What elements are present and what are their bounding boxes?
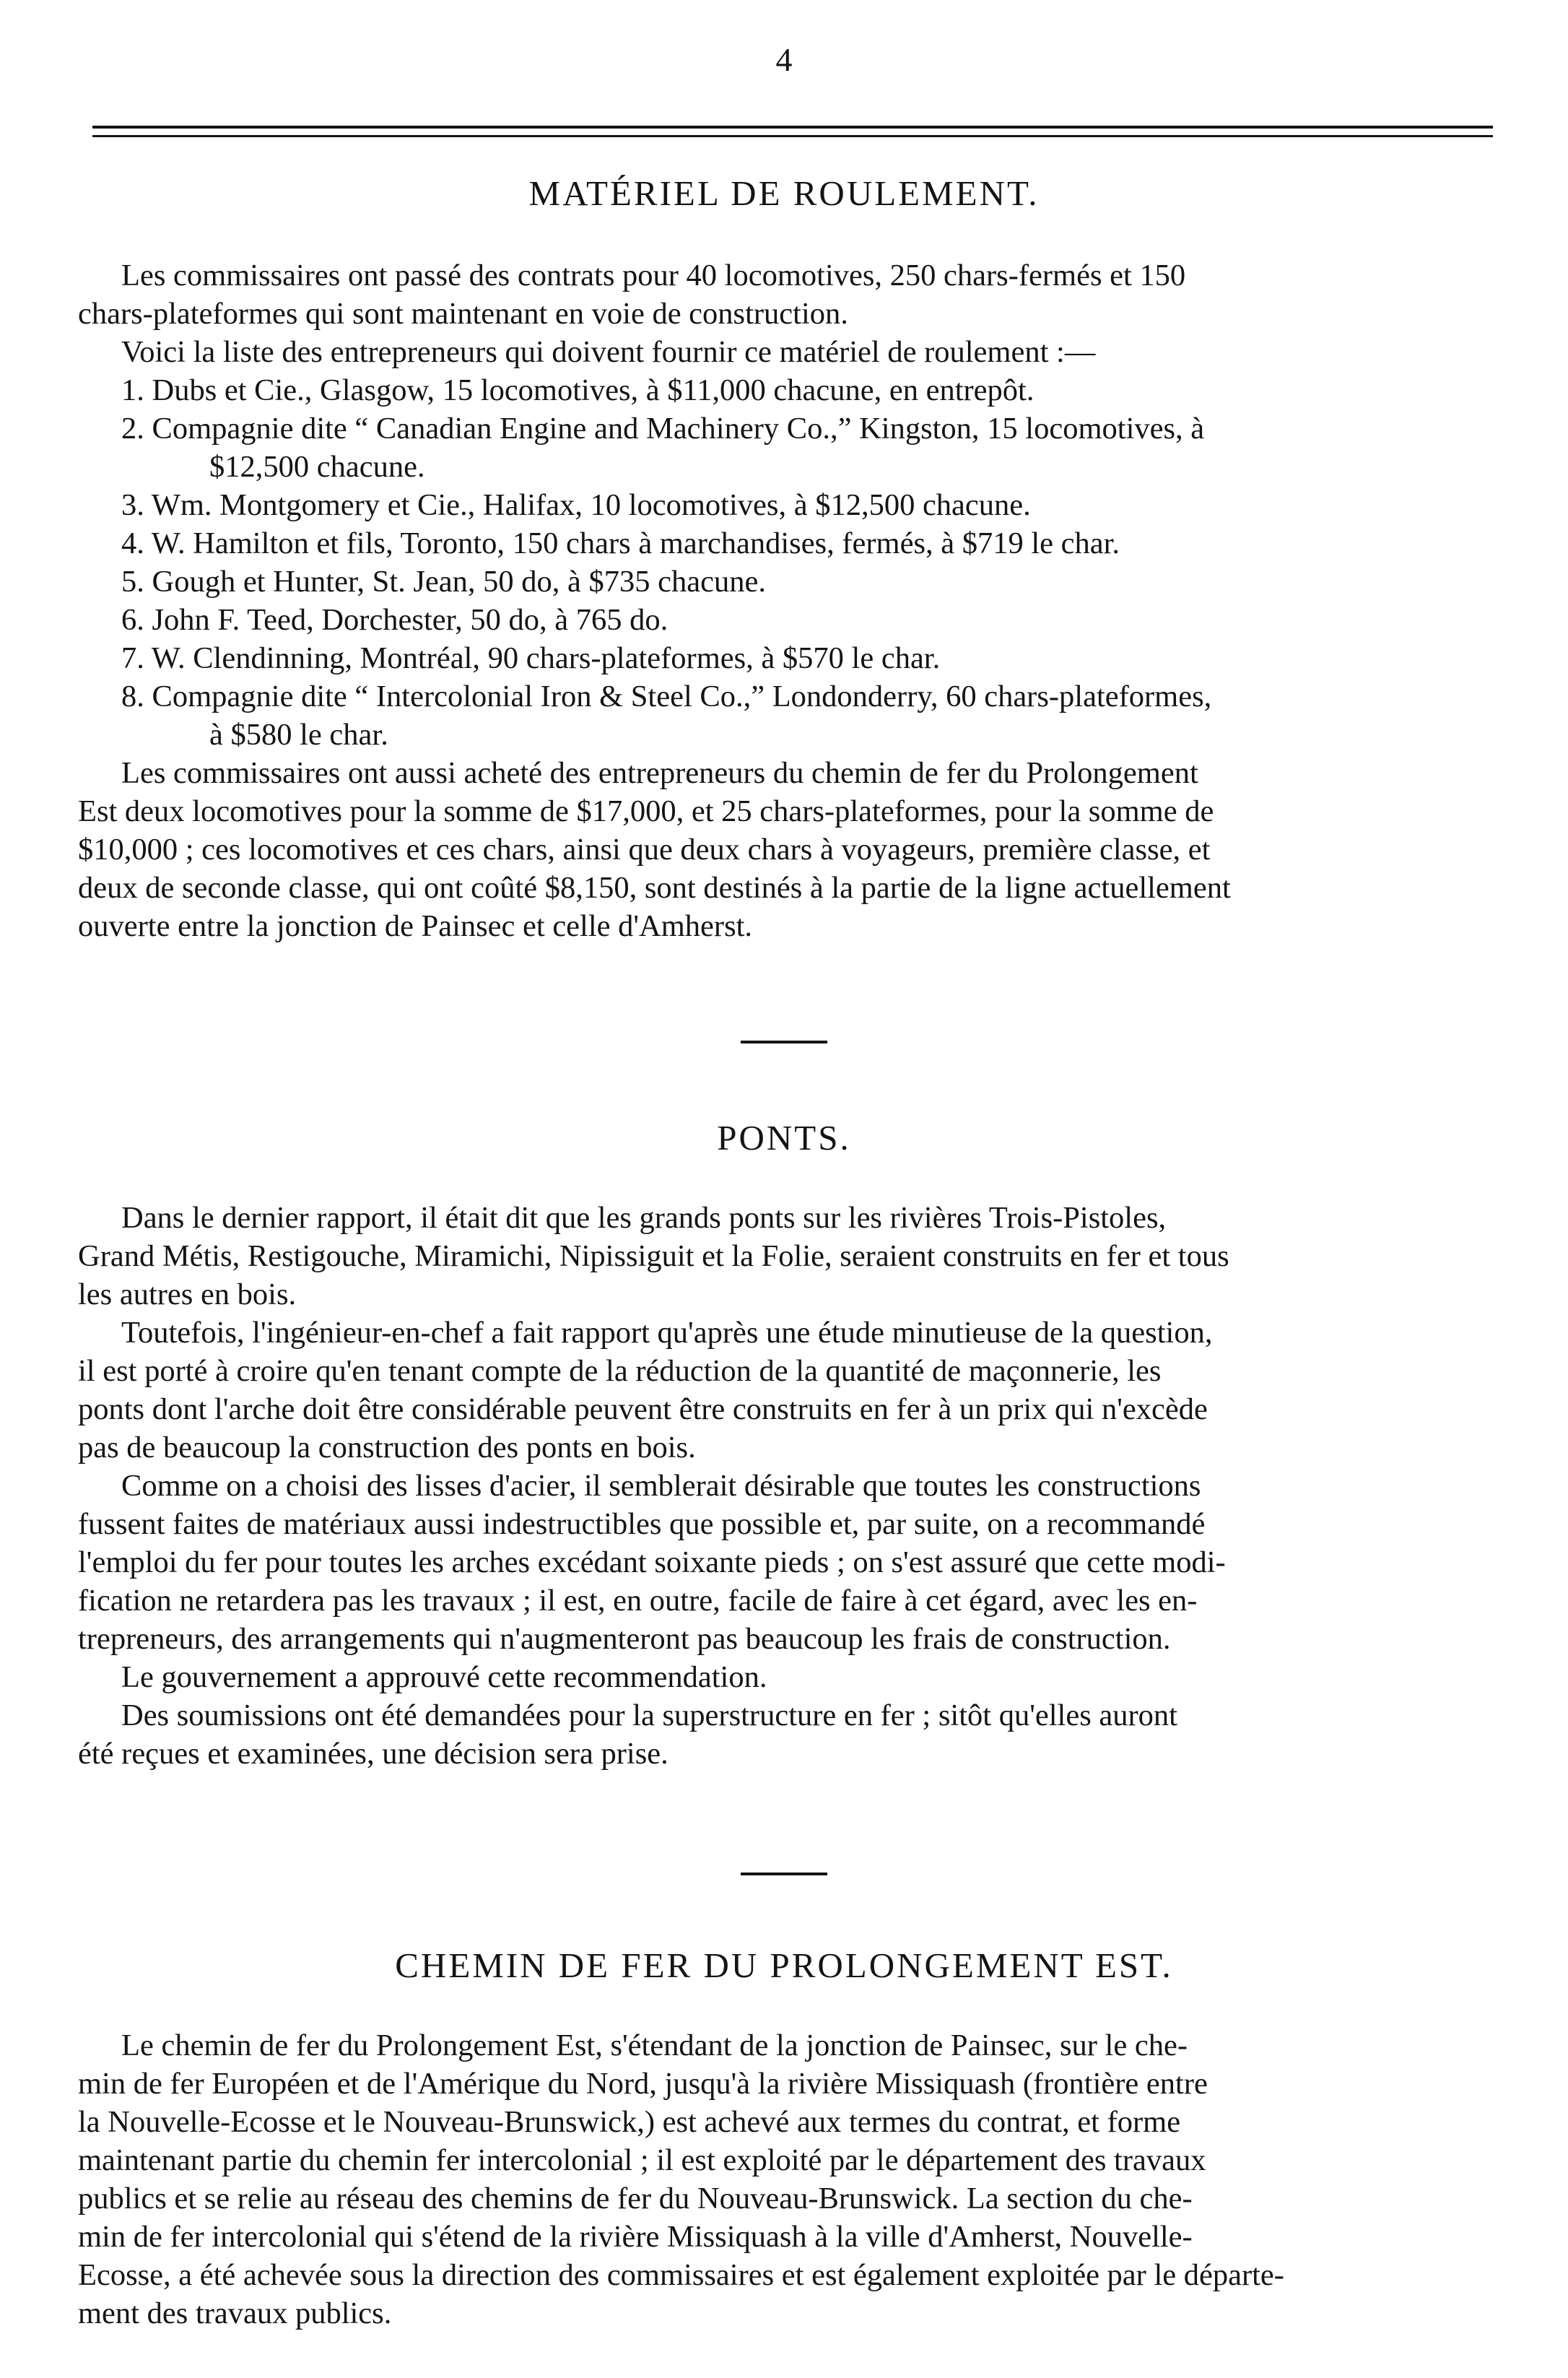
header-rule-top — [92, 126, 1493, 129]
text-line: Des soumissions ont été demandées pour la superstructure en fer ; sitôt qu'elles auront — [121, 1698, 1177, 1732]
section-divider — [741, 1041, 827, 1043]
text-line: la Nouvelle-Ecosse et le Nouveau-Brunswick,) est achevé aux termes du contrat, et forme — [78, 2105, 1181, 2139]
text-line: Est deux locomotives pour la somme de $17,000, et 25 chars-plateformes, pour la somme de — [78, 794, 1214, 828]
text-line: chars-plateformes qui sont maintenant en voie de construction. — [78, 297, 848, 331]
text-line: ponts dont l'arche doit être considérable peuvent être construits en fer à un prix qui n'excède — [78, 1392, 1208, 1426]
list-item-continuation: à $580 le char. — [209, 718, 388, 752]
section-heading-materiel: MATÉRIEL DE ROULEMENT. — [528, 173, 1040, 213]
list-item: 8. Compagnie dite “ Intercolonial Iron & Steel Co.,” Londonderry, 60 chars-plateformes, — [121, 680, 1212, 713]
text-line: Voici la liste des entrepreneurs qui doivent fournir ce matériel de roulement :— — [121, 335, 1096, 369]
text-line: maintenant partie du chemin fer intercolonial ; il est exploité par le département des travaux — [78, 2143, 1206, 2177]
section-heading-ponts: PONTS. — [717, 1118, 851, 1158]
text-line: Le gouvernement a approuvé cette recommendation. — [121, 1660, 767, 1694]
text-line: Les commissaires ont aussi acheté des entrepreneurs du chemin de fer du Prolongement — [121, 756, 1198, 790]
text-line: trepreneurs, des arrangements qui n'augmenteront pas beaucoup les frais de construction. — [78, 1622, 1171, 1656]
list-item: 7. W. Clendinning, Montréal, 90 chars-plateformes, à $570 le char. — [121, 641, 941, 675]
text-line: l'emploi du fer pour toutes les arches excédant soixante pieds ; on s'est assuré que cette modi- — [78, 1545, 1226, 1579]
text-line: fication ne retardera pas les travaux ; il est, en outre, facile de faire à cet égard, avec les en- — [78, 1584, 1198, 1618]
text-line: il est porté à croire qu'en tenant compte de la réduction de la quantité de maçonnerie, les — [78, 1354, 1162, 1388]
text-line: Toutefois, l'ingénieur-en-chef a fait rapport qu'après une étude minutieuse de la question, — [121, 1316, 1213, 1350]
list-item-continuation: $12,500 chacune. — [209, 450, 425, 484]
text-line: Dans le dernier rapport, il était dit que les grands ponts sur les rivières Trois-Pistoles, — [121, 1201, 1167, 1235]
list-item: 1. Dubs et Cie., Glasgow, 15 locomotives, à $11,000 chacune, en entrepôt. — [121, 373, 1035, 407]
section-heading-prolongement: CHEMIN DE FER DU PROLONGEMENT EST. — [395, 1945, 1173, 1985]
list-item: 4. W. Hamilton et fils, Toronto, 150 chars à marchandises, fermés, à $719 le char. — [121, 526, 1120, 560]
text-line: Le chemin de fer du Prolongement Est, s'étendant de la jonction de Painsec, sur le che- — [121, 2028, 1188, 2062]
list-item: 2. Compagnie dite “ Canadian Engine and Machinery Co.,” Kingston, 15 locomotives, à — [121, 412, 1205, 446]
page-number: 4 — [775, 41, 793, 78]
text-line: ment des travaux publics. — [78, 2296, 392, 2330]
header-rule-bottom — [92, 135, 1493, 137]
text-line: Ecosse, a été achevée sous la direction des commissaires et est également exploitée par le départe- — [78, 2258, 1284, 2292]
text-line: les autres en bois. — [78, 1277, 297, 1311]
text-line: publics et se relie au réseau des chemins de fer du Nouveau-Brunswick. La section du che- — [78, 2182, 1193, 2216]
list-item: 6. John F. Teed, Dorchester, 50 do, à 765 do. — [121, 603, 668, 637]
text-line: Les commissaires ont passé des contrats pour 40 locomotives, 250 chars-fermés et 150 — [121, 259, 1186, 292]
text-line: min de fer intercolonial qui s'étend de la rivière Missiquash à la ville d'Amherst, Nouvelle- — [78, 2220, 1193, 2254]
text-line: été reçues et examinées, une décision sera prise. — [78, 1737, 668, 1771]
list-item: 5. Gough et Hunter, St. Jean, 50 do, à $735 chacune. — [121, 565, 766, 599]
list-item: 3. Wm. Montgomery et Cie., Halifax, 10 locomotives, à $12,500 chacune. — [121, 488, 1031, 522]
text-line: $10,000 ; ces locomotives et ces chars, ainsi que deux chars à voyageurs, première classe, et — [78, 833, 1211, 867]
text-line: Comme on a choisi des lisses d'acier, il semblerait désirable que toutes les constructions — [121, 1469, 1201, 1503]
header-double-rule — [92, 126, 1493, 137]
text-line: Grand Métis, Restigouche, Miramichi, Nipissiguit et la Folie, seraient construits en fer et tous — [78, 1239, 1229, 1273]
text-line: deux de seconde classe, qui ont coûté $8,150, sont destinés à la partie de la ligne actuellement — [78, 871, 1231, 905]
text-line: min de fer Européen et de l'Amérique du Nord, jusqu'à la rivière Missiquash (frontière entre — [78, 2067, 1208, 2101]
section-divider — [741, 1873, 827, 1875]
text-line: pas de beaucoup la construction des ponts en bois. — [78, 1431, 696, 1464]
text-line: fussent faites de matériaux aussi indestructibles que possible et, par suite, on a recommandé — [78, 1507, 1206, 1541]
text-line: ouverte entre la jonction de Painsec et celle d'Amherst. — [78, 909, 753, 943]
